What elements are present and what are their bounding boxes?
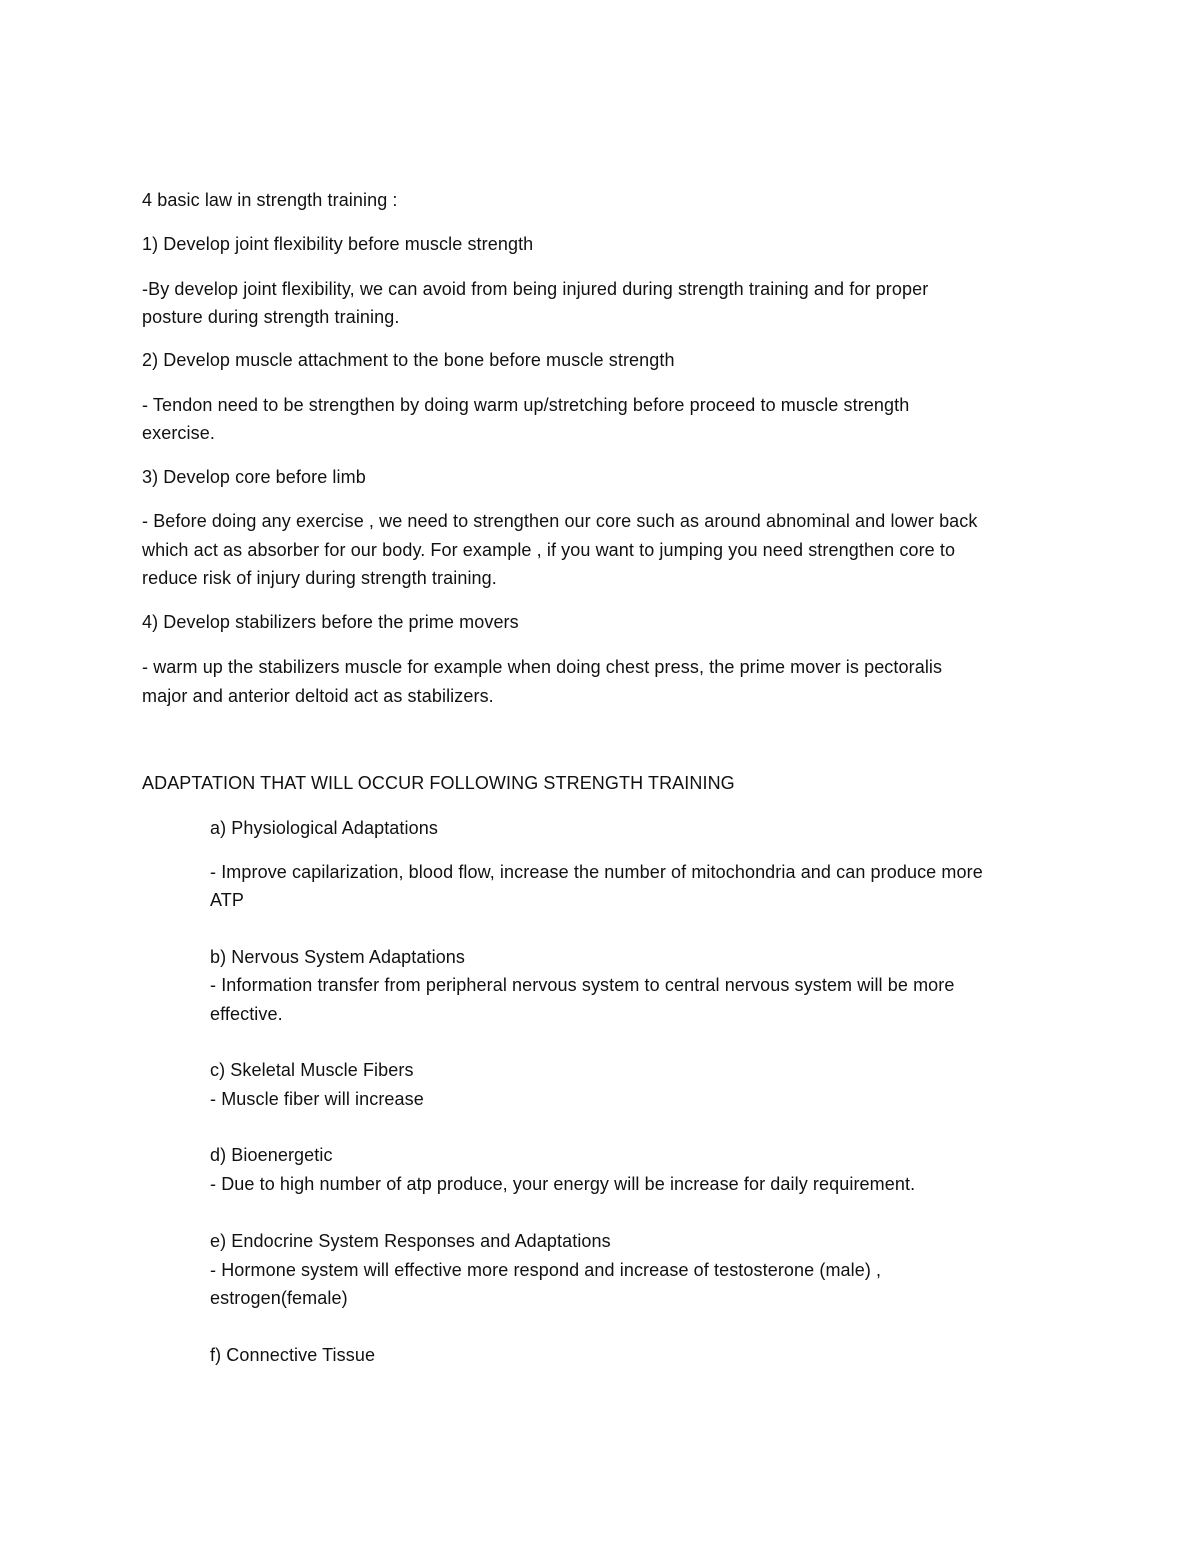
law-3-description: - Before doing any exercise , we need to strengthen our core such as around abnominal and lower back [142,511,978,531]
law-4-title: 4) Develop stabilizers before the prime movers [142,612,519,632]
adaptation-a-description: - Improve capilarization, blood flow, increase the number of mitochondria and can produce more [210,862,983,882]
law-2-title: 2) Develop muscle attachment to the bone before muscle strength [142,350,675,370]
adaptation-f-title: f) Connective Tissue [210,1345,376,1365]
law-4-description: major and anterior deltoid act as stabilizers. [142,686,494,706]
adaptation-heading: ADAPTATION THAT WILL OCCUR FOLLOWING STRENGTH TRAINING [142,773,735,793]
adaptation-b-description: - Information transfer from peripheral nervous system to central nervous system will be more [210,975,955,995]
adaptation-c-description: - Muscle fiber will increase [210,1089,424,1109]
law-2-description: - Tendon need to be strengthen by doing warm up/stretching before proceed to muscle strength [142,395,910,415]
law-1-title: 1) Develop joint flexibility before muscle strength [142,234,534,254]
adaptation-d-description: - Due to high number of atp produce, your energy will be increase for daily requirement. [210,1174,916,1194]
adaptation-b-description: effective. [210,1004,283,1024]
adaptation-a-description: ATP [210,890,244,910]
adaptation-e-description: - Hormone system will effective more respond and increase of testosterone (male) , [210,1260,882,1280]
law-3-title: 3) Develop core before limb [142,467,366,487]
adaptation-d-title: d) Bioenergetic [210,1145,333,1165]
law-3-description: which act as absorber for our body. For example , if you want to jumping you need strengthen core to [142,540,956,560]
law-1-description: -By develop joint flexibility, we can avoid from being injured during strength training and for proper [142,279,929,299]
law-2-description: exercise. [142,423,215,443]
law-3-description: reduce risk of injury during strength training. [142,568,497,588]
law-4-description: - warm up the stabilizers muscle for example when doing chest press, the prime mover is pectoralis [142,657,943,677]
adaptation-a-title: a) Physiological Adaptations [210,818,438,838]
adaptation-c-title: c) Skeletal Muscle Fibers [210,1060,414,1080]
law-1-description: posture during strength training. [142,307,400,327]
adaptation-e-description: estrogen(female) [210,1288,348,1308]
adaptation-e-title: e) Endocrine System Responses and Adaptations [210,1231,611,1251]
adaptation-b-title: b) Nervous System Adaptations [210,947,466,967]
laws-heading: 4 basic law in strength training : [142,190,398,210]
